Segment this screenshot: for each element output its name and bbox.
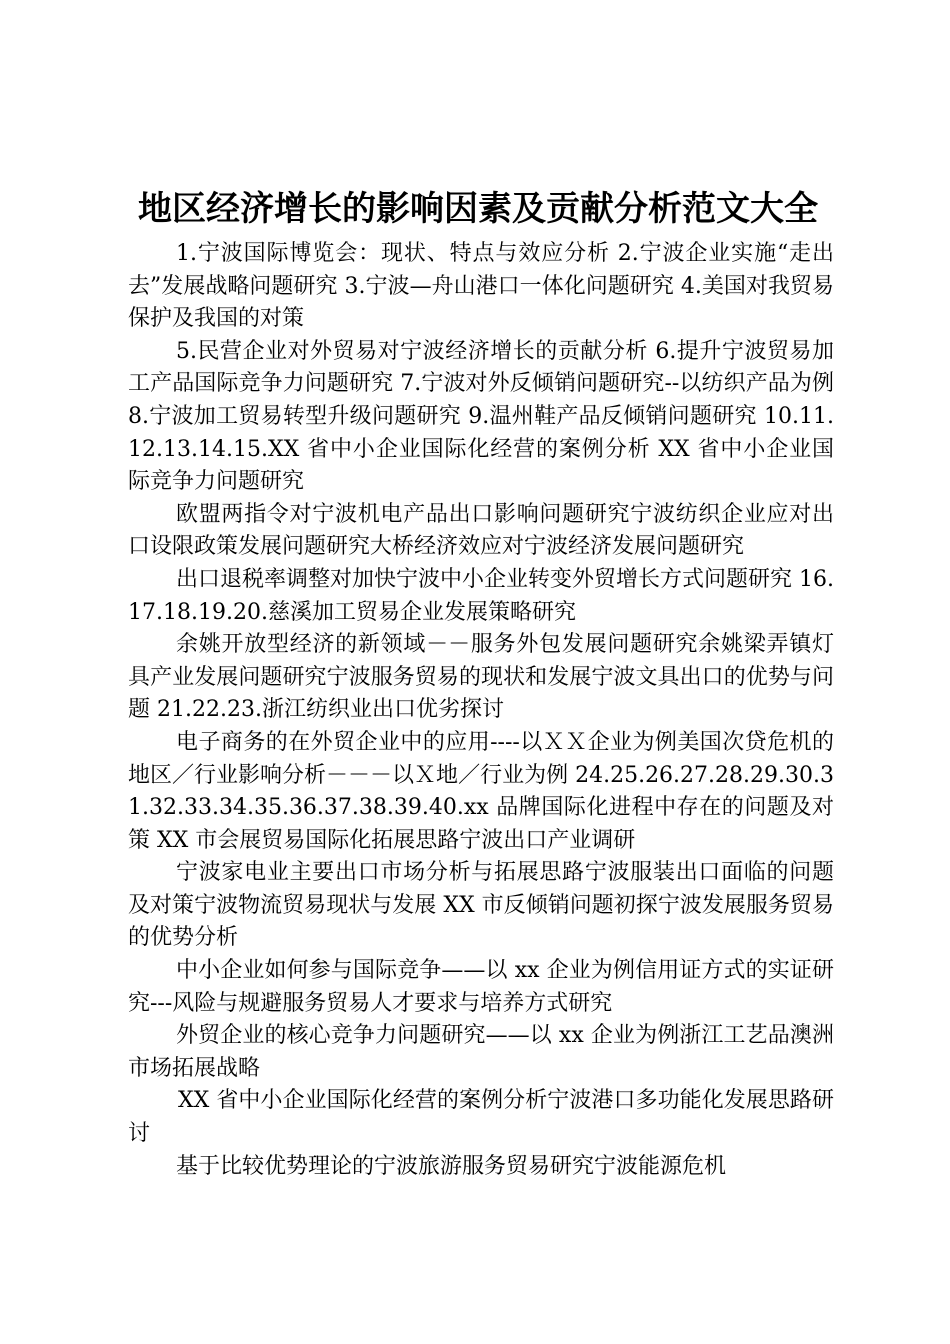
paragraph: 欧盟两指令对宁波机电产品出口影响问题研究宁波纺织企业应对出口设限政策发展问题研究大桥经济效应对宁波经济发展问题研究: [128, 501, 834, 560]
paragraph: 基于比较优势理论的宁波旅游服务贸易研究宁波能源危机: [176, 1153, 727, 1179]
document-title: 地区经济增长的影响因素及贡献分析范文大全: [138, 189, 818, 229]
paragraph: 余姚开放型经济的新领域－－服务外包发展问题研究余姚梁弄镇灯具产业发展问题研究宁波服务贸易的现状和发展宁波文具出口的优势与问题 21.22.23.浙江纺织业出口优劣探讨: [128, 632, 834, 723]
paragraph: 外贸企业的核心竞争力问题研究——以 xx 企业为例浙江工艺品澳洲市场拓展战略: [128, 1023, 834, 1081]
paragraph: 中小企业如何参与国际竞争——以 xx 企业为例信用证方式的实证研究---风险与规避服务贸易人才要求与培养方式研究: [128, 958, 834, 1016]
paragraph: 宁波家电业主要出口市场分析与拓展思路宁波服装出口面临的问题及对策宁波物流贸易现状与发展 XX 市反倾销问题初探宁波发展服务贸易的优势分析: [128, 860, 834, 951]
paragraph: 5.民营企业对外贸易对宁波经济增长的贡献分析 6.提升宁波贸易加工产品国际竞争力问题研究 7.宁波对外反倾销问题研究--以纺织产品为例 8.宁波加工贸易转型升级问题研究 9.温州鞋产品反倾销问题研究 10.11.12.13.14.15.XX 省中小企业国际化经营的案例分析 XX 省中小企业国际竞争力问题研究: [128, 338, 834, 495]
paragraph: 出口退税率调整对加快宁波中小企业转变外贸增长方式问题研究 16.17.18.19.20.慈溪加工贸易企业发展策略研究: [128, 566, 834, 625]
paragraph: XX 省中小企业国际化经营的案例分析宁波港口多功能化发展思路研讨: [128, 1088, 834, 1147]
paragraph: 电子商务的在外贸企业中的应用----以ＸＸ企业为例美国次贷危机的地区／行业影响分析－－－以Ｘ地／行业为例 24.25.26.27.28.29.30.31.32.33.34.35.36.37.38.39.40.xx 品牌国际化进程中存在的问题及对策 XX 市会展贸易国际化拓展思路宁波出口产业调研: [128, 729, 834, 853]
document-body: [128, 238, 834, 1183]
paragraph: 1.宁波国际博览会：现状、特点与效应分析 2.宁波企业实施“走出去”发展战略问题研究 3.宁波—舟山港口一体化问题研究 4.美国对我贸易保护及我国的对策: [128, 241, 834, 332]
